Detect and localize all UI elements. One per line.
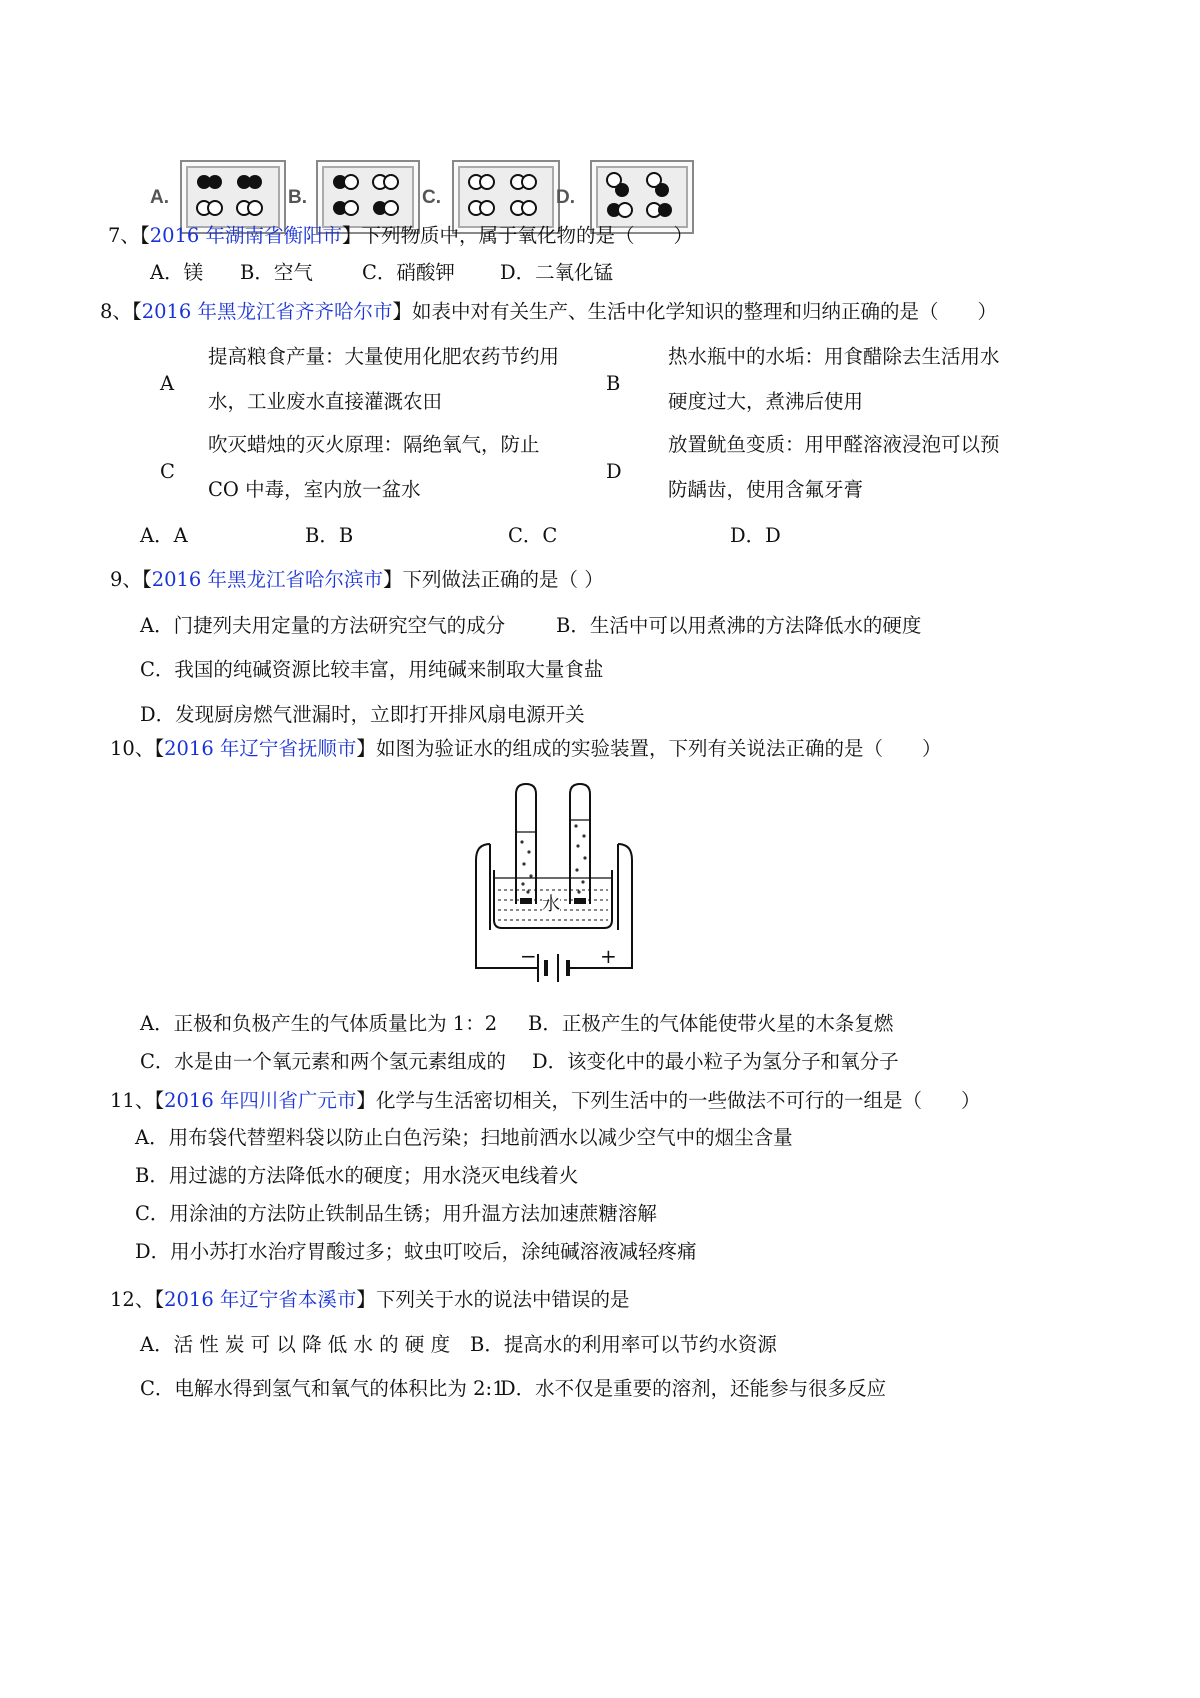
figure-option-a	[180, 160, 286, 234]
molecule-b-icon	[318, 162, 418, 232]
q8-table-b-line2: 硬度过大，煮沸后使用	[668, 390, 864, 413]
figure-option-a-label: A.	[150, 187, 169, 208]
bracket-close: 】	[383, 568, 403, 591]
question-source: 2016 年黑龙江省齐齐哈尔市	[141, 300, 393, 323]
q8-option-c: C．C	[508, 524, 558, 547]
q11-option-a: A．用布袋代替塑料袋以防止白色污染；扫地前洒水以减少空气中的烟尘含量	[135, 1126, 793, 1149]
q8-table-b-line1: 热水瓶中的水垢：用食醋除去生活用水	[668, 345, 1000, 368]
question-11-stem	[110, 1091, 980, 1111]
water-label: 水	[542, 894, 560, 915]
question-source: 2016 年湖南省衡阳市	[149, 224, 343, 247]
q8-table-label-d: D	[606, 460, 622, 483]
question-12-stem	[110, 1290, 629, 1310]
bracket-close: 】	[392, 300, 413, 323]
bracket-close: 】	[356, 737, 376, 760]
q8-table-label-b: B	[606, 372, 621, 395]
q7-option-a: A．镁	[150, 261, 204, 284]
figure-option-d	[590, 160, 694, 234]
q12-option-d: D．水不仅是重要的溶剂，还能参与很多反应	[500, 1377, 887, 1400]
figure-option-c-label: C.	[422, 187, 441, 208]
figure-option-b	[316, 160, 420, 234]
question-text: 下列物质中，属于氧化物的是（ ）	[361, 224, 694, 247]
q8-option-d: D．D	[730, 524, 781, 547]
q8-table-label-c: C	[160, 460, 175, 483]
q9-option-b: B．生活中可以用煮沸的方法降低水的硬度	[556, 614, 922, 637]
bracket-close: 】	[356, 1089, 376, 1112]
q8-option-b: B．B	[305, 524, 354, 547]
q8-table-a-line2: 水，工业废水直接灌溉农田	[208, 390, 443, 413]
q8-table-c-line2: CO 中毒，室内放一盆水	[208, 478, 421, 501]
question-source: 2016 年黑龙江省哈尔滨市	[151, 568, 384, 591]
question-number: 10、	[110, 737, 155, 760]
q11-option-d: D．用小苏打水治疗胃酸过多；蚊虫叮咬后，涂纯碱溶液减轻疼痛	[135, 1240, 697, 1263]
q11-option-b: B．用过滤的方法降低水的硬度；用水浇灭电线着火	[135, 1164, 579, 1187]
molecule-d-icon	[592, 162, 692, 232]
bracket-open: 【	[154, 1288, 165, 1311]
question-number: 8、	[100, 300, 132, 323]
bracket-open: 【	[139, 224, 150, 247]
q8-table-c-line1: 吹灭蜡烛的灭火原理：隔绝氧气，防止	[208, 433, 540, 456]
question-number: 9、	[110, 568, 142, 591]
q8-option-a: A．A	[140, 524, 188, 547]
question-9-stem	[110, 570, 604, 590]
q10-option-b: B．正极产生的气体能使带火星的木条复燃	[528, 1012, 894, 1035]
q8-table-d-line2: 防龋齿，使用含氟牙膏	[668, 478, 864, 501]
question-source: 2016 年辽宁省抚顺市	[164, 737, 357, 760]
q7-option-c: C．硝酸钾	[362, 261, 455, 284]
bracket-open: 【	[154, 737, 165, 760]
molecule-a-icon	[182, 162, 284, 232]
q7-option-b: B．空气	[240, 261, 313, 284]
q8-table-d-line1: 放置鱿鱼变质：用甲醛溶液浸泡可以预	[668, 433, 1000, 456]
q8-table-a-line1: 提高粮食产量：大量使用化肥农药节约用	[208, 345, 560, 368]
bracket-close: 】	[342, 224, 362, 247]
electrolysis-apparatus	[468, 780, 648, 1002]
question-text: 化学与生活密切相关，下列生活中的一些做法不可行的一组是（ ）	[375, 1089, 981, 1112]
bracket-open: 【	[131, 300, 142, 323]
bracket-open: 【	[141, 568, 152, 591]
negative-terminal-label: −	[520, 944, 537, 968]
bracket-open: 【	[154, 1089, 165, 1112]
q9-option-a: A．门捷列夫用定量的方法研究空气的成分	[140, 614, 506, 637]
q10-option-d: D．该变化中的最小粒子为氢分子和氧分子	[532, 1050, 899, 1073]
question-8-stem	[100, 302, 997, 322]
figure-option-d-label: D.	[556, 187, 575, 208]
question-10-stem	[110, 739, 941, 759]
question-source: 2016 年辽宁省本溪市	[164, 1288, 357, 1311]
molecule-c-icon	[454, 162, 558, 232]
question-source: 2016 年四川省广元市	[164, 1089, 357, 1112]
question-text: 下列做法正确的是（ ）	[402, 568, 604, 591]
question-number: 11、	[110, 1089, 155, 1112]
q9-option-d: D．发现厨房燃气泄漏时，立即打开排风扇电源开关	[140, 703, 585, 726]
q12-option-b: B．提高水的利用率可以节约水资源	[470, 1333, 777, 1356]
question-text: 如图为验证水的组成的实验装置，下列有关说法正确的是（ ）	[375, 737, 942, 760]
q7-option-d: D．二氧化锰	[500, 261, 614, 284]
q12-option-a: A．活 性 炭 可 以 降 低 水 的 硬 度	[140, 1333, 451, 1356]
electrolysis-apparatus-icon	[468, 780, 648, 1002]
q9-option-c: C．我国的纯碱资源比较丰富，用纯碱来制取大量食盐	[140, 658, 604, 681]
figure-option-c	[452, 160, 560, 234]
question-number: 7、	[108, 224, 140, 247]
question-text: 如表中对有关生产、生活中化学知识的整理和归纳正确的是（ ）	[412, 300, 998, 323]
bracket-close: 】	[356, 1288, 376, 1311]
positive-terminal-label: +	[600, 944, 617, 968]
q10-option-c: C．水是由一个氧元素和两个氢元素组成的	[140, 1050, 506, 1073]
question-text: 下列关于水的说法中错误的是	[375, 1288, 630, 1311]
q11-option-c: C．用涂油的方法防止铁制品生锈；用升温方法加速蔗糖溶解	[135, 1202, 657, 1225]
q12-option-c: C．电解水得到氢气和氧气的体积比为 2:1	[140, 1377, 505, 1400]
q10-option-a: A．正极和负极产生的气体质量比为 1：2	[140, 1012, 498, 1035]
q8-table-label-a: A	[160, 372, 175, 395]
question-number: 12、	[110, 1288, 155, 1311]
figure-option-b-label: B.	[288, 187, 307, 208]
question-7-stem	[108, 226, 693, 246]
